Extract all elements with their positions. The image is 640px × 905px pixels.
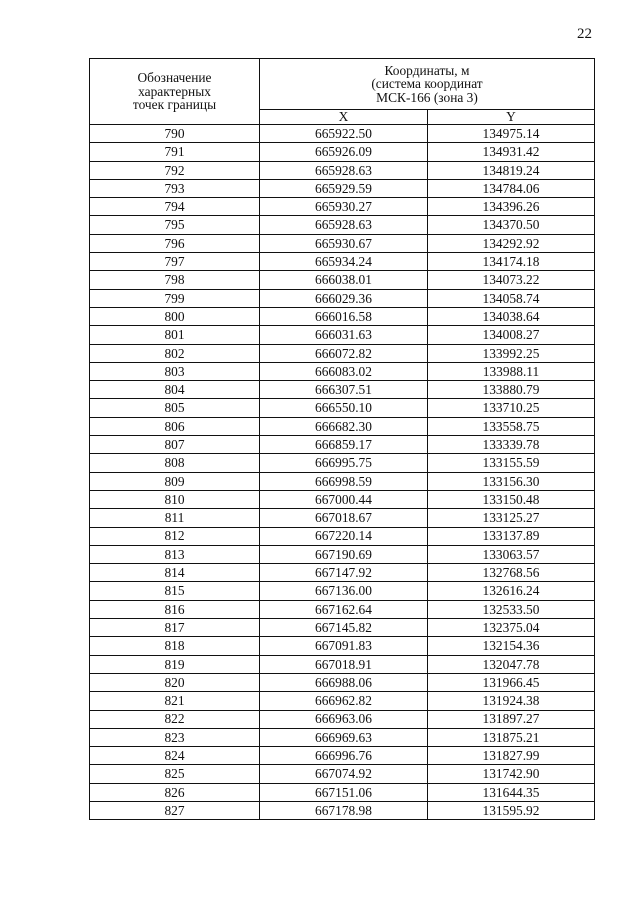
- cell-y: 134396.26: [428, 198, 595, 216]
- header-coordinates: [260, 59, 595, 110]
- cell-point: 810: [90, 490, 260, 508]
- cell-y: 132375.04: [428, 619, 595, 637]
- cell-point: 824: [90, 747, 260, 765]
- cell-point: 811: [90, 509, 260, 527]
- cell-y: 134174.18: [428, 253, 595, 271]
- cell-x: 665934.24: [260, 253, 428, 271]
- cell-x: 666859.17: [260, 436, 428, 454]
- table-row: [90, 143, 595, 161]
- cell-point: 791: [90, 143, 260, 161]
- cell-y: 133988.11: [428, 362, 595, 380]
- table-row: [90, 545, 595, 563]
- cell-x: 667178.98: [260, 801, 428, 819]
- coordinates-table: [89, 58, 595, 820]
- cell-y: 134975.14: [428, 125, 595, 143]
- header-x: X: [260, 110, 428, 125]
- cell-x: 665928.63: [260, 161, 428, 179]
- cell-x: 665930.27: [260, 198, 428, 216]
- cell-x: 667018.91: [260, 655, 428, 673]
- table-row: [90, 801, 595, 819]
- cell-point: 813: [90, 545, 260, 563]
- header-designation-line-2: характерных: [138, 83, 211, 99]
- cell-point: 804: [90, 381, 260, 399]
- cell-point: 792: [90, 161, 260, 179]
- cell-y: 134292.92: [428, 234, 595, 252]
- table-row: [90, 307, 595, 325]
- cell-x: 667136.00: [260, 582, 428, 600]
- cell-y: 132154.36: [428, 637, 595, 655]
- cell-x: 666038.01: [260, 271, 428, 289]
- table-row: [90, 655, 595, 673]
- cell-point: 818: [90, 637, 260, 655]
- cell-point: 801: [90, 326, 260, 344]
- cell-x: 667220.14: [260, 527, 428, 545]
- cell-y: 133155.59: [428, 454, 595, 472]
- table-row: [90, 253, 595, 271]
- cell-x: 667151.06: [260, 783, 428, 801]
- table-row: [90, 271, 595, 289]
- table-row: [90, 637, 595, 655]
- cell-y: 133710.25: [428, 399, 595, 417]
- cell-x: 667091.83: [260, 637, 428, 655]
- cell-point: 808: [90, 454, 260, 472]
- cell-x: 666550.10: [260, 399, 428, 417]
- cell-y: 131827.99: [428, 747, 595, 765]
- header-coords-line-3: МСК-166 (зона 3): [376, 89, 478, 105]
- table-row: [90, 527, 595, 545]
- cell-point: 820: [90, 673, 260, 691]
- header-y: Y: [428, 110, 595, 125]
- cell-y: 133063.57: [428, 545, 595, 563]
- cell-x: 666962.82: [260, 692, 428, 710]
- cell-point: 799: [90, 289, 260, 307]
- cell-y: 133150.48: [428, 490, 595, 508]
- cell-x: 667147.92: [260, 564, 428, 582]
- table-header: [90, 59, 595, 125]
- cell-x: 667018.67: [260, 509, 428, 527]
- table-row: [90, 582, 595, 600]
- cell-point: 793: [90, 179, 260, 197]
- cell-x: 665928.63: [260, 216, 428, 234]
- cell-x: 666969.63: [260, 728, 428, 746]
- cell-x: 667145.82: [260, 619, 428, 637]
- cell-y: 133137.89: [428, 527, 595, 545]
- cell-x: 666072.82: [260, 344, 428, 362]
- cell-point: 809: [90, 472, 260, 490]
- cell-point: 827: [90, 801, 260, 819]
- cell-x: 667162.64: [260, 600, 428, 618]
- table-row: [90, 490, 595, 508]
- table-row: [90, 381, 595, 399]
- table-row: [90, 472, 595, 490]
- cell-y: 131924.38: [428, 692, 595, 710]
- cell-point: 817: [90, 619, 260, 637]
- cell-x: 665929.59: [260, 179, 428, 197]
- cell-point: 807: [90, 436, 260, 454]
- cell-x: 666963.06: [260, 710, 428, 728]
- cell-x: 667190.69: [260, 545, 428, 563]
- table-row: [90, 161, 595, 179]
- cell-y: 133339.78: [428, 436, 595, 454]
- table-row: [90, 198, 595, 216]
- cell-y: 134784.06: [428, 179, 595, 197]
- cell-y: 133992.25: [428, 344, 595, 362]
- cell-point: 815: [90, 582, 260, 600]
- table-row: [90, 454, 595, 472]
- cell-x: 667074.92: [260, 765, 428, 783]
- table-row: [90, 326, 595, 344]
- header-designation-line-1: Обозначение: [137, 70, 212, 86]
- table-body: [90, 125, 595, 820]
- cell-y: 133558.75: [428, 417, 595, 435]
- cell-x: 666998.59: [260, 472, 428, 490]
- cell-x: 666996.76: [260, 747, 428, 765]
- header-designation-line-3: точек границы: [132, 97, 217, 113]
- table-row: [90, 289, 595, 307]
- table-row: [90, 436, 595, 454]
- cell-y: 132616.24: [428, 582, 595, 600]
- cell-x: 665922.50: [260, 125, 428, 143]
- table-row: [90, 747, 595, 765]
- cell-y: 132768.56: [428, 564, 595, 582]
- cell-x: 666307.51: [260, 381, 428, 399]
- cell-point: 802: [90, 344, 260, 362]
- cell-point: 790: [90, 125, 260, 143]
- cell-point: 812: [90, 527, 260, 545]
- cell-x: 665930.67: [260, 234, 428, 252]
- cell-y: 134931.42: [428, 143, 595, 161]
- cell-point: 823: [90, 728, 260, 746]
- cell-y: 134008.27: [428, 326, 595, 344]
- cell-x: 666083.02: [260, 362, 428, 380]
- cell-point: 794: [90, 198, 260, 216]
- table-row: [90, 234, 595, 252]
- cell-y: 134073.22: [428, 271, 595, 289]
- cell-y: 134058.74: [428, 289, 595, 307]
- cell-x: 667000.44: [260, 490, 428, 508]
- cell-point: 796: [90, 234, 260, 252]
- cell-point: 795: [90, 216, 260, 234]
- cell-y: 131875.21: [428, 728, 595, 746]
- cell-point: 825: [90, 765, 260, 783]
- table-row: [90, 179, 595, 197]
- header-coords-line-1: Координаты, м: [384, 62, 470, 78]
- table-row: [90, 362, 595, 380]
- cell-x: 666031.63: [260, 326, 428, 344]
- table-row: [90, 765, 595, 783]
- cell-point: 806: [90, 417, 260, 435]
- cell-y: 131966.45: [428, 673, 595, 691]
- table-row: [90, 564, 595, 582]
- cell-x: 666029.36: [260, 289, 428, 307]
- cell-x: 666682.30: [260, 417, 428, 435]
- cell-point: 803: [90, 362, 260, 380]
- cell-point: 826: [90, 783, 260, 801]
- cell-point: 819: [90, 655, 260, 673]
- table-row: [90, 344, 595, 362]
- table-row: [90, 783, 595, 801]
- cell-y: 131644.35: [428, 783, 595, 801]
- table-row: [90, 710, 595, 728]
- cell-x: 666988.06: [260, 673, 428, 691]
- cell-point: 814: [90, 564, 260, 582]
- cell-y: 133156.30: [428, 472, 595, 490]
- cell-point: 821: [90, 692, 260, 710]
- cell-y: 132047.78: [428, 655, 595, 673]
- cell-y: 131742.90: [428, 765, 595, 783]
- cell-y: 132533.50: [428, 600, 595, 618]
- table-row: [90, 673, 595, 691]
- cell-x: 665926.09: [260, 143, 428, 161]
- table-row: [90, 728, 595, 746]
- table-row: [90, 417, 595, 435]
- cell-point: 797: [90, 253, 260, 271]
- table-row: [90, 399, 595, 417]
- cell-y: 134370.50: [428, 216, 595, 234]
- cell-y: 131897.27: [428, 710, 595, 728]
- table-row: [90, 216, 595, 234]
- cell-point: 822: [90, 710, 260, 728]
- cell-point: 798: [90, 271, 260, 289]
- page-number: 22: [577, 26, 592, 42]
- table-row: [90, 125, 595, 143]
- table-row: [90, 692, 595, 710]
- cell-point: 800: [90, 307, 260, 325]
- cell-x: 666995.75: [260, 454, 428, 472]
- cell-y: 131595.92: [428, 801, 595, 819]
- table-row: [90, 619, 595, 637]
- table-row: [90, 600, 595, 618]
- cell-point: 805: [90, 399, 260, 417]
- cell-point: 816: [90, 600, 260, 618]
- cell-x: 666016.58: [260, 307, 428, 325]
- table-row: [90, 509, 595, 527]
- cell-y: 134819.24: [428, 161, 595, 179]
- cell-y: 134038.64: [428, 307, 595, 325]
- cell-y: 133125.27: [428, 509, 595, 527]
- header-coords-line-2: (система координат: [371, 76, 483, 92]
- cell-y: 133880.79: [428, 381, 595, 399]
- header-point-designation: [90, 59, 260, 125]
